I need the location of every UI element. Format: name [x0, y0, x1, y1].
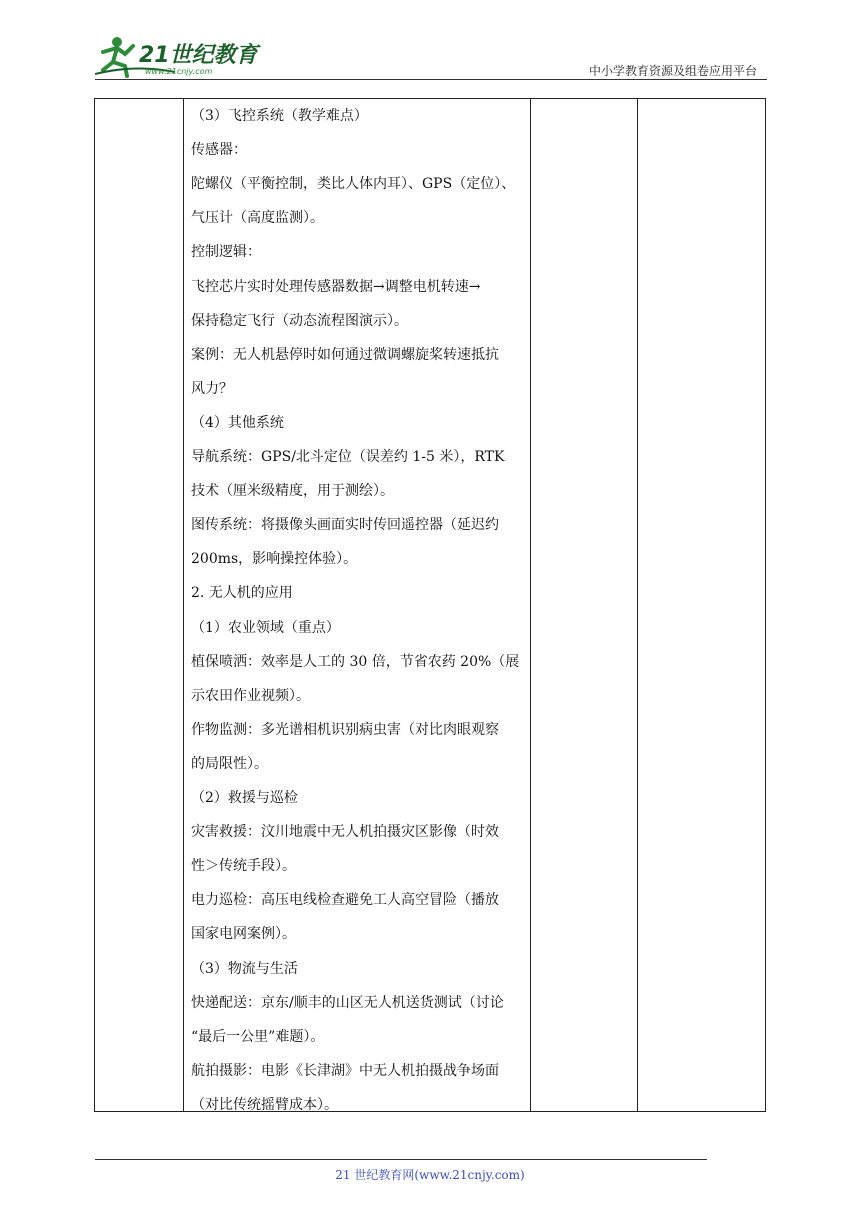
- footer-divider: [95, 1159, 707, 1160]
- content-line: （1）农业领域（重点）: [191, 619, 340, 636]
- content-line: 导航系统：GPS/北斗定位（误差约 1-5 米），RTK: [191, 449, 505, 465]
- content-line: 国家电网案例）。: [191, 926, 296, 943]
- content-line: 陀螺仪（平衡控制，类比人体内耳）、GPS（定位）、: [191, 176, 516, 193]
- header-divider: [95, 79, 767, 80]
- brand-logo: [95, 34, 265, 78]
- content-line: 作物监测：多光谱相机识别病虫害（对比肉眼观察: [191, 721, 499, 738]
- content-line: 灾害救援：汶川地震中无人机拍摄灾区影像（时效: [191, 824, 499, 841]
- content-line: （4）其他系统: [191, 414, 284, 431]
- content-line: （3）飞控系统（教学难点）: [191, 108, 368, 124]
- content-line: 示农田作业视频）。: [191, 687, 310, 704]
- content-line: 的局限性）。: [191, 755, 268, 772]
- page-header: [95, 30, 767, 80]
- content-line: 技术（厘米级精度，用于测绘）。: [191, 483, 394, 500]
- content-line: “最后一公里”难题）。: [191, 1028, 325, 1045]
- content-line: 案例：无人机悬停时如何通过微调螺旋桨转速抵抗: [191, 346, 499, 363]
- content-line: 2. 无人机的应用: [191, 585, 293, 602]
- content-line: 图传系统：将摄像头画面实时传回遥控器（延迟约: [191, 517, 499, 534]
- content-line: （2）救援与巡检: [191, 790, 298, 806]
- platform-name: 中小学教育资源及组卷应用平台: [588, 64, 757, 78]
- content-line: 航拍摄影：电影《长津湖》中无人机拍摄战争场面: [191, 1062, 499, 1079]
- content-line: 飞控芯片实时处理传感器数据→调整电机转速→: [191, 278, 481, 295]
- content-line: 电力巡检：高压电线检查避免工人高空冒险（播放: [191, 892, 499, 909]
- content-line: 保持稳定飞行（动态流程图演示）。: [191, 312, 408, 329]
- logo-text: 21世纪教育: [139, 43, 258, 68]
- column-divider-2: [530, 99, 531, 1111]
- content-line: 性＞传统手段）。: [191, 858, 296, 875]
- content-line: 气压计（高度监测）。: [191, 210, 324, 227]
- column-divider-3: [637, 99, 638, 1111]
- content-line: （对比传统摇臂成本）。: [191, 1096, 338, 1113]
- column-divider-1: [183, 99, 184, 1111]
- content-line: 控制逻辑：: [191, 244, 261, 261]
- logo-url: www.21cnjy.com: [145, 67, 213, 76]
- lesson-table: [94, 98, 766, 1112]
- content-line: 快递配送：京东/顺丰的山区无人机送货测试（讨论: [191, 994, 504, 1011]
- footer-text: 21 世纪教育网(www.21cnjy.com): [335, 1168, 525, 1182]
- content-line: 植保喷洒：效率是人工的 30 倍，节省农药 20%（展: [191, 653, 520, 670]
- content-line: 风力？: [191, 380, 233, 397]
- content-line: （3）物流与生活: [191, 960, 298, 977]
- content-line: 传感器：: [191, 142, 247, 159]
- content-line: 200ms，影响操控体验）。: [191, 551, 358, 568]
